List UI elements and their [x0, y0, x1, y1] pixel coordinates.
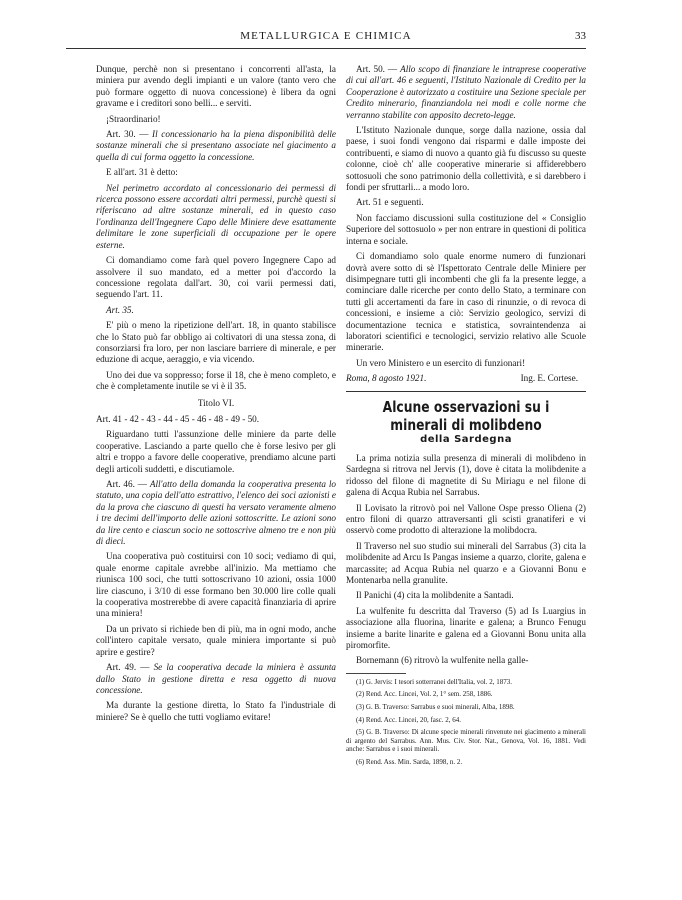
paragraph: Una cooperativa può costituirsi con 10 soci; vediamo di qui, quale enorme capitale avrebbe all'inizio. Ma mettiamo che riunisca 100 soci, che tutti sottoscrivano 10 azioni, ossia 1000 lire ciascuno, i 3/10 di esse formano ben 30.000 lire colle quali la cooperativa mostrerebbe di avere capacità finanziaria di aprire una miniera! — [96, 551, 336, 619]
article-quote — [96, 479, 336, 547]
article-quote — [96, 129, 336, 163]
paragraph: E all'art. 31 è detto: — [106, 167, 178, 178]
footnote: (4) Rend. Acc. Lincei, 20, fasc. 2, 64. — [356, 715, 461, 724]
paragraph: Bornemann (6) ritrovò la wulfenite nella galle- — [356, 655, 529, 666]
paragraph: Uno dei due va soppresso; forse il 18, che è meno completo, e che è completamente inutile se vi è il 35. — [96, 369, 336, 392]
article-number: Art. 35. — [106, 304, 134, 315]
footnote-rule — [346, 673, 406, 674]
paragraph: E' più o meno la ripetizione dell'art. 18, in quanto stabilisce che lo Stato può far obbligo ai coltivatori di una stessa zona, di consorziarsi fra loro, per non lasciare barriere di minerale, e per eduzione di acque, aeraggio, e via vicendo. — [96, 320, 336, 365]
page-header — [66, 30, 586, 49]
article-text: All'atto della domanda la cooperativa presenta lo statuto, una copia dell'atto estrattivo, l'elenco dei soci azionisti e da la prova che ciascuno di questi ha versato veramente almeno i tre decimi dell'importo delle azioni sottoscritte. Le azioni sono da lire cento e ciascun socio ne sottoscrive almeno tre e non più di dieci. — [96, 479, 337, 547]
paragraph: Riguardano tutti l'assunzione delle miniere da parte delle cooperative. Lasciando a parte quello che è forse lesivo per gli altri e troppo a favore delle cooperative, prendiamo alcune parti degli articoli suddetti, e discutiamole. — [96, 429, 336, 474]
right-column — [346, 64, 586, 771]
paragraph: ¡Straordinario! — [106, 113, 161, 124]
date: Roma, 8 agosto 1921. — [346, 373, 427, 384]
footnote: (6) Rend. Ass. Min. Sarda, 1898, n. 2. — [356, 758, 463, 767]
paragraph: Un vero Ministero e un esercito di funzionari! — [356, 357, 526, 368]
article-quote: Nel perimetro accordato al concessionario dei permessi di ricerca possono essere accordati altri permessi, purchè questi si riferiscano ad altre sostanze minerali, ed in questo caso l'ordinanza dell'Ingegnere Capo delle Miniere deve esattamente delimitare le zone superficiali di occupazione per le opere esterne. — [96, 182, 336, 250]
footnote: (1) G. Jervis: I tesori sotterranei dell'Italia, vol. 2, 1873. — [356, 677, 512, 686]
article-quote — [96, 662, 336, 696]
section-title: Titolo VI. — [197, 397, 235, 408]
article-text: Il concessionario ha la piena disponibilità delle sostanze minerali che si presentano associate nel giacimento a quella di cui forma oggetto la concessione. — [96, 129, 336, 162]
article-number: Art. 49. — — [106, 662, 150, 673]
paragraph: Ci domandiamo solo quale enorme numero di funzionari dovrà avere sotto di sè l'Ispettorato Centrale delle Miniere per disimpegnare tutti gli incombenti che gli fa la presente legge, a cominciare dalle ricerche per conto dello Stato, a terminare con tutti gli accertamenti da fare in caso di rinunzie, o di revoca di concessioni, e insieme a ciò: Servizio geologico, servizi di documentazione tecnica e statistica, sovraintendenza ai laboratori scientifici e tecnologici, servizio relativo alle Scuole minerarie. — [346, 251, 586, 353]
article-number: Art. 46. — — [106, 479, 147, 489]
paragraph: La wulfenite fu descritta dal Traverso (5) ad Is Luargius in associazione alla fluorina, linarite e galena; a Brunco Fenugu insieme a barite linarite e galena ed a Giovanni Bonu unita alla piromorfite. — [346, 605, 586, 651]
paragraph: Ci domandiamo come farà quel povero Ingegnere Capo ad assolvere il suo mandato, ed a metter poi d'accordo la concessione regolata dall'art. 30, coi varii permessi dati, seguendo l'art. 11. — [96, 255, 336, 300]
paragraph: Il Panichi (4) cita la molibdenite a Santadi. — [356, 590, 514, 601]
page-number: 33 — [575, 30, 586, 42]
article-list: Art. 41 - 42 - 43 - 44 - 45 - 46 - 48 - 49 - 50. — [96, 413, 260, 424]
article-quote — [346, 64, 586, 121]
paragraph: Il Lovisato la ritrovò poi nel Vallone Ospe presso Oliena (2) entro filoni di quarzo attraversanti gli scisti granatiferi e vi osservò come prodotto di alterazione la molibdocra. — [346, 502, 586, 536]
left-column — [96, 64, 336, 727]
footnote: (5) G. B. Traverso: Di alcune specie minerali rinvenute nei giacimento a minerali di argento del Sarrabus. Ann. Mus. Civ. Stor. Nat., Genova, Vol. 16, 1881. Vedi anche: Sarrabus e i suoi minerali. — [346, 728, 586, 754]
article-text: Se la cooperativa decade la miniera è assunta dallo Stato in gestione diretta e resa oggetto di nuova concessione. — [96, 662, 336, 695]
article-title: Alcune osservazioni su i minerali di molibdeno — [382, 397, 550, 434]
paragraph: Dunque, perchè non si presentano i concorrenti all'asta, la miniera pur avendo degli impianti e un valore (tanto vero che può formare oggetto di nuova concessione) è libera da ogni gravame e i creditori sono belli... e serviti. — [96, 64, 336, 109]
article-number: Art. 50. — — [356, 64, 398, 74]
paragraph: L'Istituto Nazionale dunque, sorge dalla nazione, ossia dal paese, i suoi fondi vengono dai risparmi e dalle imposte dei contribuenti, e siamo di nuovo a quanto già fu discusso su queste colonne, cioè ch' alle cooperative minerarie si affiderebbero sottosuoli che sono patrimonio della collettività, e si darebbero i fondi per sfruttarli... a modo loro. — [346, 125, 586, 193]
paragraph: Ma durante la gestione diretta, lo Stato fa l'industriale di miniere? Se è quello che tutti vogliamo evitare! — [96, 700, 336, 722]
paragraph: Il Traverso nel suo studio sui minerali del Sarrabus (3) cita la molibdenite ad Arcu Is Pangas insieme a quarzo, clorite, galena e marcassite; ad Acqua Rubia nel quarzo e a Giovanni Bonu e Montenarba nella granulite. — [346, 540, 586, 586]
paragraph: La prima notizia sulla presenza di minerali di molibdeno in Sardegna si ritrova nel Jervis (1), dove è citata la molibdenite a ridosso del filone di magnetite di Su Miriagu e nel filone di galena di Acqua Rubia nel Sarrabus. — [346, 452, 586, 498]
signature-row — [346, 373, 586, 384]
paragraph: Art. 51 e seguenti. — [356, 197, 424, 208]
article-text: Allo scopo di finanziare le intraprese cooperative di cui all'art. 46 e seguenti, l'Istituto Nazionale di Credito per la Cooperazione è autorizzato a costituire una Sezione speciale per Credito minerario, finanziandola nei modi e colle norme che verranno stabilite con apposito decreto-legge. — [346, 64, 587, 120]
paragraph: Non facciamo discussioni sulla costituzione del « Consiglio Superiore del sottosuolo » per non entrare in questioni di politica interna e sociale. — [346, 212, 586, 246]
paragraph: Da un privato si richiede ben di più, ma in ogni modo, anche coll'intero capitale versato, quale miniera importante si può aprire e gestire? — [96, 623, 336, 657]
footnote: (3) G. B. Traverso: Sarrabus e suoi minerali, Alba, 1898. — [356, 703, 515, 712]
journal-title: METALLURGICA E CHIMICA — [240, 30, 412, 42]
footnote: (2) Rend. Acc. Lincei, Vol. 2, 1° sem. 258, 1886. — [356, 690, 493, 699]
signature: Ing. E. Cortese. — [520, 373, 578, 384]
divider — [346, 391, 586, 392]
article-subtitle: della Sardegna — [420, 433, 512, 445]
article-number: Art. 30. — — [106, 129, 149, 140]
